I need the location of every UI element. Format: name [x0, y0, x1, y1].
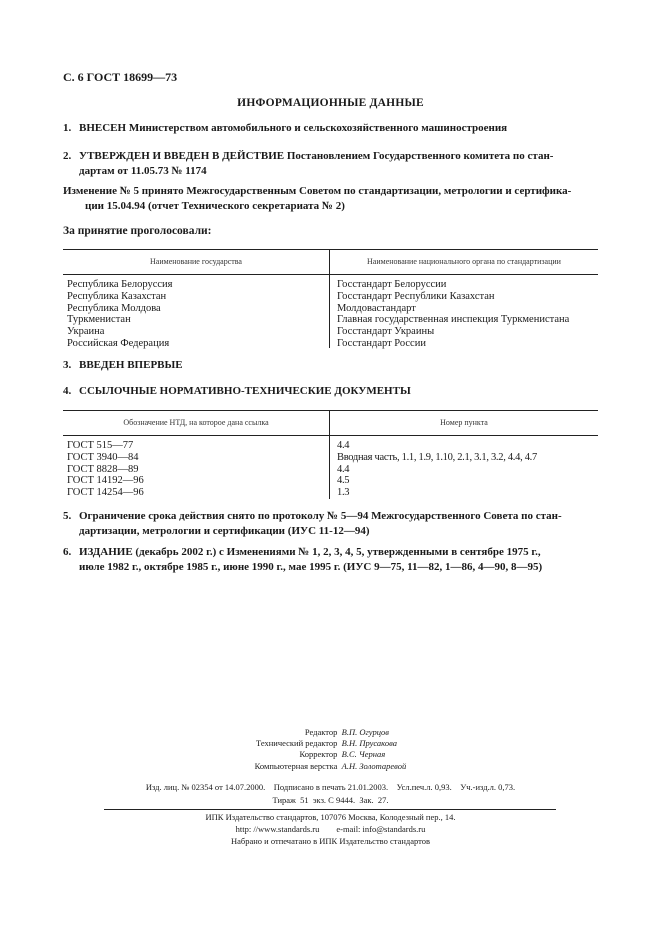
table-row-body: Госстандарт Белоруссии — [337, 279, 447, 290]
item-3 — [63, 358, 600, 373]
table-row-doc: ГОСТ 515—77 — [67, 440, 134, 451]
item-3-number: 3. — [63, 359, 72, 371]
credits — [0, 727, 661, 772]
table-row-state: Украина — [67, 326, 105, 338]
footer-divider — [104, 809, 556, 810]
table-row-doc: ГОСТ 14254—96 — [67, 487, 144, 499]
table-row-state: Российская Федерация — [67, 337, 170, 349]
item-5-line1: Ограничение срока действия снято по протоколу № 5—94 Межгосударственного Совета по стан- — [79, 510, 562, 522]
change-5-line1: Изменение № 5 принято Межгосударственным Советом по стандартизации, метрологии и сертифика- — [63, 185, 572, 197]
credit-corrector-label: Корректор — [299, 749, 338, 760]
publisher-line3: Набрано и отпечатано в ИПК Издательство стандартов — [230, 836, 431, 846]
credit-corrector-name: В.С. Черная — [341, 749, 386, 760]
credit-layout-label: Компьютерная верстка — [254, 760, 338, 771]
table-row-state: Республика Белоруссия — [67, 279, 173, 290]
table-row-doc: ГОСТ 14192—96 — [67, 475, 144, 487]
table-row-body: Молдовастандарт — [337, 302, 416, 314]
table-row-doc: ГОСТ 8828—89 — [67, 463, 139, 475]
item-5 — [63, 509, 600, 539]
publisher-line1: ИПК Издательство стандартов, 107076 Москва, Колодезный пер., 14. — [205, 812, 456, 822]
item-5-number: 5. — [63, 510, 72, 522]
item-2 — [63, 149, 600, 179]
clauses-column — [337, 440, 537, 499]
credit-layout-name: А.Н. Золотаревой — [341, 760, 407, 771]
item-6 — [63, 545, 600, 575]
item-6-line1: ИЗДАНИЕ (декабрь 2002 г.) с Изменениями № 1, 2, 3, 4, 5, утвержденными в сентябре 1975 г., — [79, 546, 541, 558]
references-table-header — [63, 411, 598, 436]
table-row-doc: ГОСТ 3940—84 — [67, 451, 139, 463]
item-1 — [63, 121, 600, 136]
table-row-body: Госстандарт Республики Казахстан — [337, 290, 495, 302]
imprint-line1: Изд. лиц. № 02354 от 14.07.2000. Подписано в печать 21.01.2003. Усл.печ.л. 0,93. Уч.-изд.л. 0,73. — [145, 782, 516, 792]
documents-column — [67, 440, 144, 499]
imprint-line2: Тираж 51 экз. С 9444. Зак. 27. — [272, 795, 389, 805]
states-table-col2-header: Наименование национального органа по стандартизации — [367, 257, 561, 266]
voted-label: За принятие проголосовали: — [63, 225, 212, 237]
states-table-header — [63, 250, 598, 275]
bodies-column — [337, 279, 569, 350]
item-4-number: 4. — [63, 385, 72, 397]
item-4-text: ССЫЛОЧНЫЕ НОРМАТИВНО-ТЕХНИЧЕСКИЕ ДОКУМЕНТЫ — [79, 385, 411, 397]
credit-layout — [0, 761, 661, 772]
page-title: ИНФОРМАЦИОННЫЕ ДАННЫЕ — [237, 97, 424, 109]
item-1-text: ВНЕСЕН Министерством автомобильного и сельскохозяйственного машиностроения — [79, 122, 508, 134]
table-row-body: Главная государственная инспекция Туркменистана — [337, 314, 570, 326]
references-table — [63, 410, 598, 501]
credit-tech-name: В.Н. Прусакова — [341, 738, 397, 749]
table-row-clause: Вводная часть, 1.1, 1.9, 1.10, 2.1, 3.1, 3.2, 4.4, 4.7 — [337, 451, 537, 463]
item-2-line1: УТВЕРЖДЕН И ВВЕДЕН В ДЕЙСТВИЕ Постановлением Государственного комитета по стан- — [79, 150, 554, 162]
table-row-state: Республика Казахстан — [67, 290, 167, 302]
column-divider — [329, 275, 330, 348]
item-3-text: ВВЕДЕН ВПЕРВЫЕ — [79, 359, 183, 371]
column-divider — [329, 436, 330, 499]
states-table-col1-header: Наименование государства — [150, 257, 242, 266]
references-table-col1-header: Обозначение НТД, на которое дана ссылка — [123, 418, 269, 427]
item-1-number: 1. — [63, 122, 72, 134]
states-table — [63, 249, 598, 350]
page-header: С. 6 ГОСТ 18699—73 — [63, 70, 178, 84]
table-row-body: Госстандарт России — [337, 337, 426, 349]
table-row-clause: 1.3 — [337, 487, 350, 499]
item-2-line2: дартам от 11.05.73 № 1174 — [79, 165, 207, 177]
table-row-state: Республика Молдова — [67, 302, 161, 314]
table-row-state: Туркменистан — [67, 314, 131, 326]
item-6-line2: июле 1982 г., октябре 1985 г., июне 1990 г., мае 1995 г. (ИУС 9—75, 11—82, 1—86, 4—90, 8—95) — [79, 561, 543, 573]
change-5-line2: ции 15.04.94 (отчет Технического секретариата № 2) — [85, 200, 345, 212]
item-4 — [63, 384, 600, 399]
table-row-clause: 4.4 — [337, 463, 350, 475]
table-row-clause: 4.4 — [337, 440, 350, 451]
credit-tech-label: Технический редактор — [255, 738, 338, 749]
change-5-note — [63, 184, 600, 214]
states-column — [67, 279, 173, 350]
credit-corrector — [0, 749, 661, 760]
publisher-line2: http: //www.standards.ru e-mail: info@standards.ru — [235, 824, 426, 834]
credit-tech-editor — [0, 738, 661, 749]
item-2-number: 2. — [63, 150, 72, 162]
item-6-number: 6. — [63, 546, 72, 558]
credit-editor-name: В.П. Огурцов — [341, 727, 389, 737]
item-5-line2: дартизации, метрологии и сертификации (ИУС 11-12—94) — [79, 525, 370, 537]
references-table-col2-header: Номер пункта — [440, 418, 488, 427]
table-row-clause: 4.5 — [337, 475, 350, 487]
table-row-body: Госстандарт Украины — [337, 326, 435, 338]
credit-editor-label: Редактор — [304, 727, 338, 737]
credit-editor — [0, 727, 661, 738]
